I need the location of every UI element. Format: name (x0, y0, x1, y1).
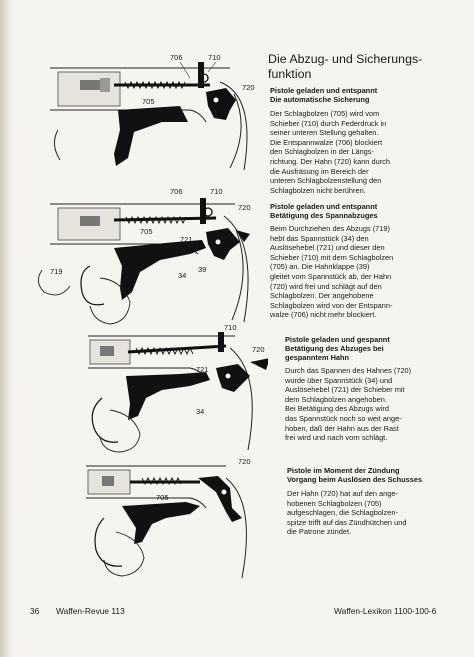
figure-2-label-719: 719 (50, 267, 63, 276)
page-title: Die Abzug- und Sicherungs-funktion (268, 52, 423, 81)
section-2-heading-1: Pistole geladen und entspannt (270, 202, 378, 211)
text-line: Schlagbolzen wird von der Entspann- (270, 300, 393, 310)
text-line: seiner unteren Stellung gehalten. (270, 128, 379, 138)
text-line: richtung. Der Hahn (720) kann durch (270, 156, 390, 166)
figure-1-label-720: 720 (242, 83, 255, 92)
text-line: Der Hahn (720) hat auf den ange- (287, 489, 398, 498)
text-line: Durch das Spannen des Hahnes (720) (285, 366, 412, 375)
figure-4-label-705: 705 (156, 493, 169, 502)
text-line: die Ausfräsung im Bereich der (270, 166, 369, 176)
text-line: Schlagbolzen. Der angehobene (270, 291, 374, 301)
section-4-heading-1: Pistole im Moment der Zündung (287, 466, 400, 475)
page-number: 36 (30, 606, 40, 616)
figure-2-label-705: 705 (140, 227, 153, 236)
figure-2-label-706: 706 (170, 187, 183, 196)
text-line: unteren Schlagbolzenstellung den (270, 176, 382, 186)
section-1-body (270, 109, 390, 195)
figure-2-label-721: 721 (180, 235, 193, 244)
text-line: Die Entspannwalze (706) blockiert (270, 137, 383, 147)
figure-2-label-34: 34 (178, 271, 187, 280)
section-3-body (285, 366, 411, 443)
section-2-heading-2: Betätigung des Spannabzuges (270, 211, 378, 220)
figure-1-label-705: 705 (142, 97, 155, 106)
figure-2-label-720: 720 (238, 203, 251, 212)
text-line: (720) wird frei und schlägt auf den (270, 281, 382, 291)
text-line: Auslösehebel (721) der Schieber mit (285, 385, 405, 395)
section-3-heading-3: gespanntem Hahn (285, 353, 350, 362)
text-line: frei wird und nach vorn schlägt. (285, 433, 388, 443)
section-4-body (287, 489, 406, 537)
section-2-body (270, 224, 393, 320)
text-line: dem Schlagbolzen angehoben. (285, 394, 387, 404)
text-line: wurde über Spannstück (34) und (285, 375, 393, 385)
text-line: aufgeschlagen, die Schlagbolzen- (287, 508, 398, 518)
lexikon-reference: Waffen-Lexikon 1100-100-6 (334, 606, 437, 616)
figure-1-label-710: 710 (208, 53, 221, 62)
text-line: den Schlagbolzen in der Längs- (270, 147, 374, 157)
section-3-heading-2: Betätigung des Abzuges bei (285, 344, 384, 353)
section-4-heading-2: Vorgang beim Auslösen des Schusses (287, 475, 423, 484)
text-line: gleitet vom Spannstück ab, der Hahn (270, 271, 392, 281)
text-line: Schlagbolzen nicht berühren. (270, 185, 366, 195)
figure-2-double-action (30, 182, 268, 332)
figure-1-label-706: 706 (170, 53, 183, 62)
text-line: hebt das Spannstück (34) den (270, 233, 369, 243)
text-line: Beim Durchziehen des Abzugs (719) (270, 224, 390, 233)
figure-3-label-721: 721 (196, 365, 209, 374)
text-line: hoben, daß der Hahn aus der Rast (285, 423, 399, 433)
figure-3-label-720: 720 (252, 345, 265, 354)
section-3-heading-1: Pistole geladen und gespannt (285, 335, 390, 344)
page-spine-shadow (0, 0, 14, 657)
figure-2-label-39: 39 (198, 265, 207, 274)
section-1-heading-2: Die automatische Sicherung (270, 95, 370, 104)
text-line: Schieber (710) mit dem Schlagbolzen (270, 252, 394, 262)
figure-3-label-34: 34 (196, 407, 205, 416)
text-line: das Spannstück noch so weit ange- (285, 413, 402, 423)
figure-4-ignition (30, 452, 268, 584)
text-line: Der Schlagbolzen (705) wird vom (270, 109, 380, 118)
figure-3-label-710: 710 (224, 323, 237, 332)
text-line: die Patrone zündet. (287, 527, 352, 537)
figure-3-single-action (30, 318, 268, 458)
text-line: Auslösehebel (721) und dieser den (270, 243, 385, 253)
magazine-name: Waffen-Revue 113 (56, 606, 125, 616)
section-1-heading-1: Pistole geladen und entspannt (270, 86, 378, 95)
text-line: Bei Betätigung des Abzugs wird (285, 404, 389, 414)
text-line: Schieber (710) durch Federdruck in (270, 118, 387, 128)
text-line: (705) an. Die Hahnklappe (39) (270, 262, 370, 272)
text-line: hobenen Schlagbolzen (705) (287, 498, 382, 508)
figure-4-label-720: 720 (238, 457, 251, 466)
text-line: spitze trifft auf das Zündhütchen und (287, 517, 407, 527)
figure-2-label-710: 710 (210, 187, 223, 196)
figure-1-pistol-uncocked (30, 48, 268, 178)
text-line: walze (706) nicht mehr blockiert. (270, 310, 377, 320)
